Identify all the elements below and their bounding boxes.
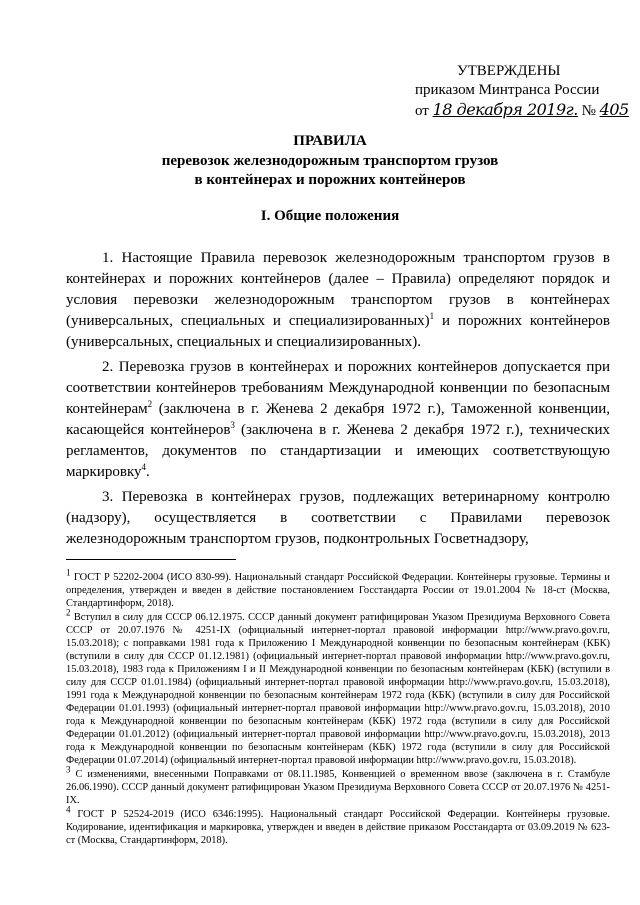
approval-order: приказом Минтранса России (415, 82, 600, 98)
handwritten-number: 405 (599, 100, 629, 119)
footnote-separator (66, 559, 236, 560)
footnote-1-number: 1 (66, 567, 71, 578)
section-heading: I. Общие положения (260, 208, 400, 224)
paragraph-2-text-mid2: (заключена в г. Женева 2 декабря 1972 г.), технических регламентов, документов по стандартизации и имеющих соответствующую маркировку (66, 422, 611, 480)
footnote-1-text: ГОСТ Р 52202-2004 (ИСО 830-99). Национальный стандарт Российской Федерации. Контейнеры грузовые. Термины и определения, утвержден и введен в действие постановлением Госстандарта России от 19.01.2004 № 18-ст (Москва, Стандартинформ, 2018). (66, 572, 610, 609)
footnote-2-number: 2 (66, 607, 71, 618)
footnotes (66, 567, 610, 848)
paragraph-3: 3. Перевозка в контейнерах грузов, подлежащих ветеринарному контролю (надзору), осуществляется в соответствии с Правилами перевозок железнодорожным транспортом грузов, подконтрольных Госветнадзору, (66, 489, 610, 547)
footnote-2 (66, 607, 610, 767)
paragraph-2 (66, 357, 610, 483)
paragraph-2-text-mid: (заключена в г. Женева 2 декабря 1972 г.), Таможенной конвенции, касающейся контейнеров (66, 401, 610, 438)
footnote-ref-1: 1 (429, 311, 435, 321)
footnote-1 (66, 567, 610, 610)
document-subtitle-line2: в контейнерах и порожних контейнеров (194, 172, 466, 188)
number-sign: № (581, 103, 596, 119)
paragraph-1-text: 1. Настоящие Правила перевозок железнодорожным транспортом грузов в контейнерах и порожних контейнеров (далее – Правила) определяют порядок и условия перевозки железнодорожным транспортом грузов в контейнерах (универсальных, специальных и специализированных) (66, 250, 610, 329)
footnote-4 (66, 804, 610, 847)
approval-stamp (415, 62, 629, 121)
approval-title: УТВЕРЖДЕНЫ (457, 63, 561, 79)
footnote-3-text: С изменениями, внесенными Поправками от 08.11.1985, Конвенцией о временном ввозе (заключена в г. Стамбуле 26.06.1990). СССР данный документ ратифицирован Указом Президиума Верховного Совета СССР от 20.07.1976 № 4251-IX. (66, 769, 610, 806)
main-text (66, 248, 610, 554)
document-subtitle-line1: перевозок железнодорожным транспортом грузов (161, 153, 499, 169)
paragraph-1 (66, 248, 610, 353)
paragraph-2-text: 2. Перевозка грузов в контейнерах и порожних контейнеров допускается при соответствии контейнеров требованиям Международной конвенции по безопасным контейнерам (66, 359, 610, 417)
approval-date-line (415, 100, 629, 121)
footnote-ref-2: 2 (147, 399, 153, 409)
footnote-ref-3: 3 (230, 420, 235, 430)
footnote-4-number: 4 (66, 804, 71, 815)
footnote-3 (66, 764, 610, 807)
approval-date-prefix: от (415, 103, 429, 119)
paragraph-2-text-end: . (146, 464, 150, 480)
footnote-4-text: ГОСТ Р 52524-2019 (ИСО 6346:1995). Национальный стандарт Российской Федерации. Контейнеры грузовые. Кодирование, идентификация и маркировка, утвержден и введен в действие приказом Росстандарта от 03.09.2019 № 623-ст (Москва, Стандартинформ, 2018). (66, 809, 610, 846)
paragraph-1-text-end: и порожних контейнеров (универсальных, специальных и специализированных). (66, 313, 610, 350)
footnote-2-text: Вступил в силу для СССР 06.12.1975. СССР данный документ ратифицирован Указом Президиума Верховного Совета СССР от 20.07.1976 № 4251-IX (официальный интернет-портал правовой информации http://www.pravo.gov.ru, 15.03.2018); с поправками 1981 года к Приложению I Международной конвенции по безопасным контейнерам (КБК) (вступили в силу для СССР 01.12.1981) (официальный интернет-портал правовой информации http://www.pravo.gov.ru, 15.03.2018), 1983 года к Приложениям I и II Международной конвенции по безопасным контейнерам (КБК) (вступили в силу для СССР 01.01.1984) (официальный интернет-портал правовой информации http://www.pravo.gov.ru, 15.03.2018), 1991 года к Международной конвенции по безопасным контейнерам 1972 года (КБК) (вступили в силу для Российской Федерации 01.01.1993) (официальный интернет-портал правовой информации http://www.pravo.gov.ru, 15.03.2018), 2010 года к Международной конвенции по безопасным контейнерам (КБК) 1972 года (вступили в силу для Российской Федерации 01.01.2012) (официальный интернет-портал правовой информации http://www.pravo.gov.ru, 15.03.2018), 2013 года к Международной конвенции по безопасным контейнерам (КБК) 1972 года (вступили в силу для Российской Федерации 01.07.2014) (официальный интернет-портал правовой информации http://www.pravo.gov.ru, 15.03.2018). (66, 612, 610, 766)
document-title: ПРАВИЛА (293, 133, 367, 149)
footnote-3-number: 3 (66, 764, 71, 775)
footnote-ref-4: 4 (141, 462, 147, 472)
handwritten-date: 18 декабря 2019г. (432, 100, 578, 119)
